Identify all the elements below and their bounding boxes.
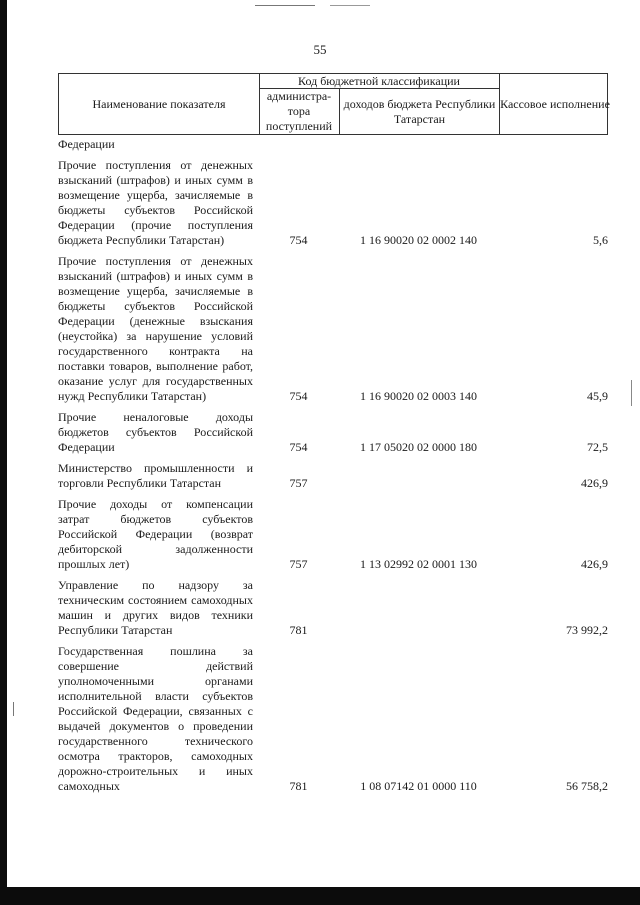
row-admin: 757 [289,476,308,490]
row-admin: 754 [289,440,308,454]
row-amount: 73 992,2 [566,623,608,637]
row-amount: 56 758,2 [566,779,608,793]
header-income: доходов бюджета Республики Татарстан [343,96,496,126]
row-name: Государственная пошлина за совершение действий уполномоченными органами исполнительной власти субъектов Российской Федерации, связанных с выдачей документов о проведении государственного технического осмотра тракторов, самоходных дорожно-строительных и иных самоходных [58,644,253,793]
row-code: 1 08 07142 01 0000 110 [360,779,477,793]
row-name: Прочие доходы от компенсации затрат бюджетов субъектов Российской Федерации (возврат дебиторской задолженности прошлых лет) [58,497,253,571]
table-row [58,254,608,404]
budget-table [58,73,608,794]
scan-edge-left [0,0,7,905]
carry-over-text: Федерации [58,137,115,151]
table-row [58,644,608,794]
row-code: 1 16 90020 02 0002 140 [360,233,477,247]
scan-mark-margin [13,702,14,716]
row-amount: 5,6 [593,233,608,247]
row-admin: 781 [289,623,308,637]
row-name: Прочие поступления от денежных взысканий (штрафов) и иных сумм в возмещение ущерба, зачисляемые в бюджеты субъектов Российской Федерации (денежные взыскания (неустойка) за нарушение условий государственного контракта на поставки товаров, выполнение работ, оказание услуг для государственных нужд Республики Татарстан) [58,254,253,403]
row-code: 1 17 05020 02 0000 180 [360,440,477,454]
row-amount: 72,5 [587,440,608,454]
row-code: 1 13 02992 02 0001 130 [360,557,477,571]
table-body [58,158,608,794]
row-name: Прочие поступления от денежных взысканий (штрафов) и иных сумм в возмещение ущерба, зачисляемые в бюджеты субъектов Российской Федерации (прочие поступления бюджета Республики Татарстан) [58,158,253,247]
scan-edge-bottom [0,887,640,905]
scan-mark-top [255,5,315,6]
row-admin: 754 [289,233,308,247]
header-cash: Кассовое исполнение [499,74,610,134]
row-admin: 754 [289,389,308,403]
page-number: 55 [313,42,327,57]
scan-mark-top-2 [330,5,370,6]
scan-mark-right [631,380,632,406]
table-row [58,461,608,491]
table-header [58,73,608,135]
header-admin: администра-тора поступлений [259,89,340,134]
header-code-group: Код бюджетной классификации [259,74,499,89]
row-name: Прочие неналоговые доходы бюджетов субъектов Российской Федерации [58,410,253,454]
table-row [58,158,608,248]
table-row [58,578,608,638]
row-amount: 45,9 [587,389,608,403]
table-row [58,497,608,572]
row-admin: 781 [289,779,308,793]
row-amount: 426,9 [581,476,608,490]
table-row [58,410,608,455]
row-admin: 757 [289,557,308,571]
header-name: Наименование показателя [59,74,260,134]
row-amount: 426,9 [581,557,608,571]
row-name: Управление по надзору за техническим состоянием самоходных машин и других видов техники Республики Татарстан [58,578,253,637]
row-code: 1 16 90020 02 0003 140 [360,389,477,403]
row-name: Министерство промышленности и торговли Республики Татарстан [58,461,253,490]
